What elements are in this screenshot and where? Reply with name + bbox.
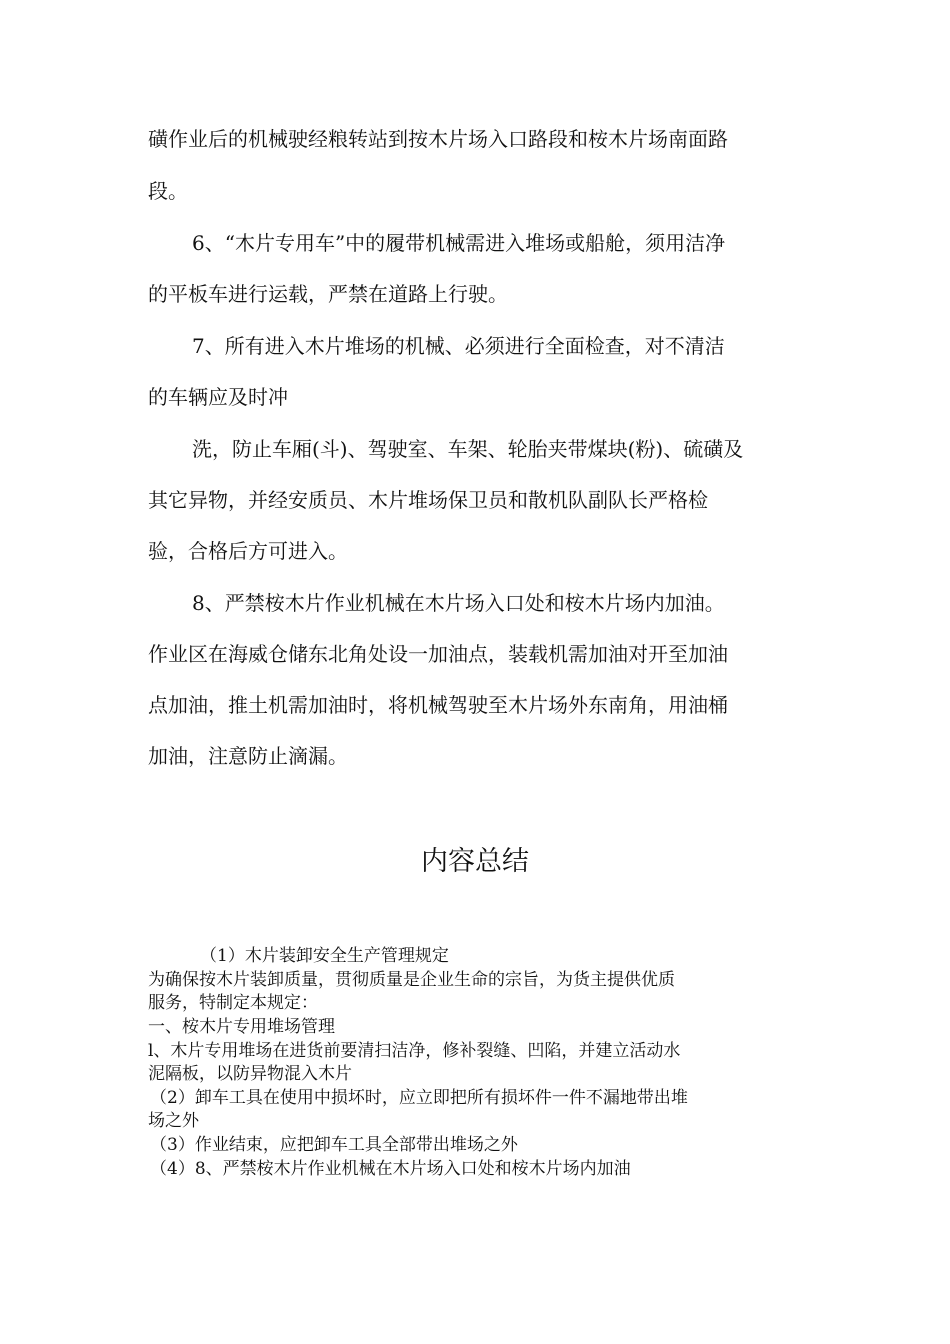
summary-title: 内容总结	[421, 846, 529, 877]
body-line: 洗，防止车厢(斗)、驾驶室、车架、轮胎夹带煤块(粉)、硫磺及	[192, 437, 744, 461]
body-line: 磺作业后的机械驶经粮转站到按木片场入口路段和桉木片场南面路	[148, 127, 728, 151]
body-line: 加油，注意防止滴漏。	[148, 744, 348, 768]
summary-line: 泥隔板，以防异物混入木片	[148, 1064, 352, 1084]
body-line: 6、“木片专用车”中的履带机械需进入堆场或船舱，须用洁净	[192, 231, 726, 255]
summary-line: 为确保按木片装卸质量，贯彻质量是企业生命的宗旨，为货主提供优质	[148, 970, 675, 990]
summary-line: （4）8、严禁桉木片作业机械在木片场入口处和桉木片场内加油	[150, 1159, 631, 1179]
summary-line: 服务，特制定本规定：	[148, 993, 318, 1013]
summary-line: （1）木片装卸安全生产管理规定	[200, 946, 449, 966]
summary-line: （3）作业结束，应把卸车工具全部带出堆场之外	[150, 1135, 518, 1155]
body-line: 8、严禁桉木片作业机械在木片场入口处和桉木片场内加油。	[192, 591, 725, 615]
summary-line: （2）卸车工具在使用中损坏时，应立即把所有损坏件一件不漏地带出堆	[150, 1088, 688, 1108]
body-line: 的平板车进行运载，严禁在道路上行驶。	[148, 282, 508, 306]
body-line: 验，合格后方可进入。	[148, 539, 348, 563]
body-line: 的车辆应及时冲	[148, 385, 288, 409]
summary-line: 场之外	[148, 1111, 199, 1131]
body-line: 段。	[148, 179, 188, 203]
summary-line: 一、桉木片专用堆场管理	[148, 1017, 335, 1037]
body-line: 其它异物，并经安质员、木片堆场保卫员和散机队副队长严格检	[148, 488, 708, 512]
body-line: 7、所有进入木片堆场的机械、必须进行全面检查，对不清洁	[192, 334, 725, 358]
summary-line: l、木片专用堆场在进货前要清扫洁净，修补裂缝、凹陷，并建立活动水	[148, 1041, 681, 1061]
body-line: 作业区在海威仓储东北角处设一加油点，装载机需加油对开至加油	[148, 642, 728, 666]
body-line: 点加油，推土机需加油时，将机械驾驶至木片场外东南角，用油桶	[148, 693, 728, 717]
